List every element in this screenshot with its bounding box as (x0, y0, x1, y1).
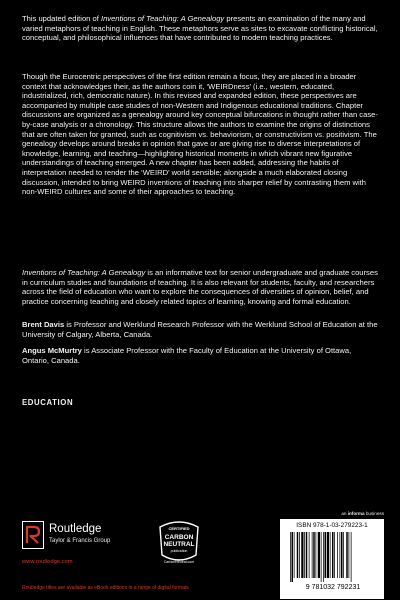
barcode-bar (351, 532, 352, 582)
barcode-bar (325, 532, 327, 578)
routledge-logo-icon (22, 521, 44, 549)
barcode-bar (312, 532, 313, 578)
publisher-url[interactable]: www.routledge.com (22, 559, 73, 565)
svg-text:CARBON: CARBON (164, 534, 194, 541)
barcode-box (280, 519, 384, 599)
isbn-label: ISBN 978-1-03-279223-1 (296, 522, 368, 529)
publisher-group: Taylor & Francis Group (49, 538, 111, 544)
barcode-bar (294, 532, 295, 578)
barcode-digits: 9 781032 792231 (305, 584, 361, 590)
author-name: Angus McMurtry (22, 346, 82, 355)
barcode-bar (330, 532, 331, 578)
author-bio-1 (22, 320, 378, 339)
barcode-bar (321, 532, 322, 582)
author-bio-text: is Associate Professor with the Faculty of Education at the University of Ottawa, Ontario, Canada. (22, 346, 352, 365)
barcode-bar (341, 532, 343, 578)
description-paragraph-1 (22, 14, 378, 43)
description-paragraph-3 (22, 268, 378, 306)
barcode-bar (306, 532, 308, 578)
subject-category: EDUCATION (22, 398, 74, 407)
barcode-bar (301, 532, 303, 578)
barcode-bar (334, 532, 335, 578)
svg-text:publication: publication (170, 549, 188, 553)
barcode-bar (327, 532, 329, 578)
svg-text:CERTIFIED: CERTIFIED (168, 526, 190, 531)
barcode-bar (346, 532, 348, 578)
barcode-bar (313, 532, 315, 578)
barcode-bar (309, 532, 310, 578)
barcode-bar (290, 532, 291, 582)
audience-text: is an informative text for senior undergraduate and graduate courses in curriculum studies and foundations of teaching. It is also relevant for students, faculty, and researchers across the field of education who want to explore the consequences of diversities of opinion, belief, and practice concerning teaching and closely related topics of learning, knowing and formal education. (22, 268, 378, 306)
barcode-bar (349, 532, 350, 578)
barcode-bars (288, 532, 378, 590)
ebook-availability-note: Routledge titles are available as eBook editions in a range of digital formats (22, 585, 189, 591)
informa-business-tag: an informa business (341, 511, 384, 516)
barcode-bar (332, 532, 334, 578)
publisher-block (22, 520, 142, 570)
intro-text: This updated edition of (22, 14, 101, 23)
book-title-italic: Inventions of Teaching: A Genealogy (22, 268, 146, 277)
barcode-bar (340, 532, 341, 578)
barcode-bar (299, 532, 300, 578)
svg-text:NEUTRAL: NEUTRAL (163, 541, 195, 548)
barcode-bar (323, 532, 324, 582)
author-name: Brent Davis (22, 320, 65, 329)
barcode-bar (316, 532, 317, 578)
barcode-bar (337, 532, 338, 578)
svg-text:CarbonNeutral.com: CarbonNeutral.com (163, 560, 195, 564)
barcode-bar (343, 532, 344, 578)
barcode-bar (297, 532, 299, 578)
author-bio-2 (22, 346, 378, 365)
publisher-name: Routledge (49, 523, 102, 535)
author-bio-text: is Professor and Werklund Research Professor with the Werklund School of Education at the University of Calgary, Alberta, Canada. (22, 320, 378, 339)
barcode-bar (292, 532, 294, 582)
book-title-italic: Inventions of Teaching: A Genealogy (100, 14, 225, 23)
barcode-bar (318, 532, 320, 578)
carbon-neutral-seal-icon (154, 521, 204, 565)
barcode-bar (304, 532, 305, 578)
description-paragraph-2: Though the Eurocentric perspectives of the first edition remain a focus, they are placed in a broader context that acknowledges their, as the authors coin it, ‘WEIRDness’ (i.e., western, educated, industrialized, rich, democratic nature). In this revised and expanded edition, these perspectives are accompanied by multiple case studies of non-Western and Indigenous educational traditions. Chapter discussions are organized as a genealogy around key conceptual bifurcations in thought rather than case-by-case analysis or a chronology. This structure allows the authors to examine the origins of distinctions that are often taken for granted, such as cognitivism vs. behaviorism, or constructivism vs. positivism. The genealogy develops around breaks in opinion that gave or are giving rise to diverse interpretations of knowledge, learning, and teaching—highlighting historical moments in which vibrant new figurative understandings of teaching emerged. A new chapter has been added, addressing the habits of interpretation needed to render the ‘WEIRD’ world sensible; alongside a much elaborated closing discussion, intended to bring WEIRD inventions of teaching into sharper relief by contrasting them with non-WEIRD cultures and some of their approaches to teaching. (22, 72, 378, 197)
intro-rest: presents an examination of the many and varied metaphors of teaching in English. These metaphors serve as sites to excavate conflicting historical, conceptual, and philosophical influences that have contributed to modern teaching practices. (22, 14, 378, 43)
